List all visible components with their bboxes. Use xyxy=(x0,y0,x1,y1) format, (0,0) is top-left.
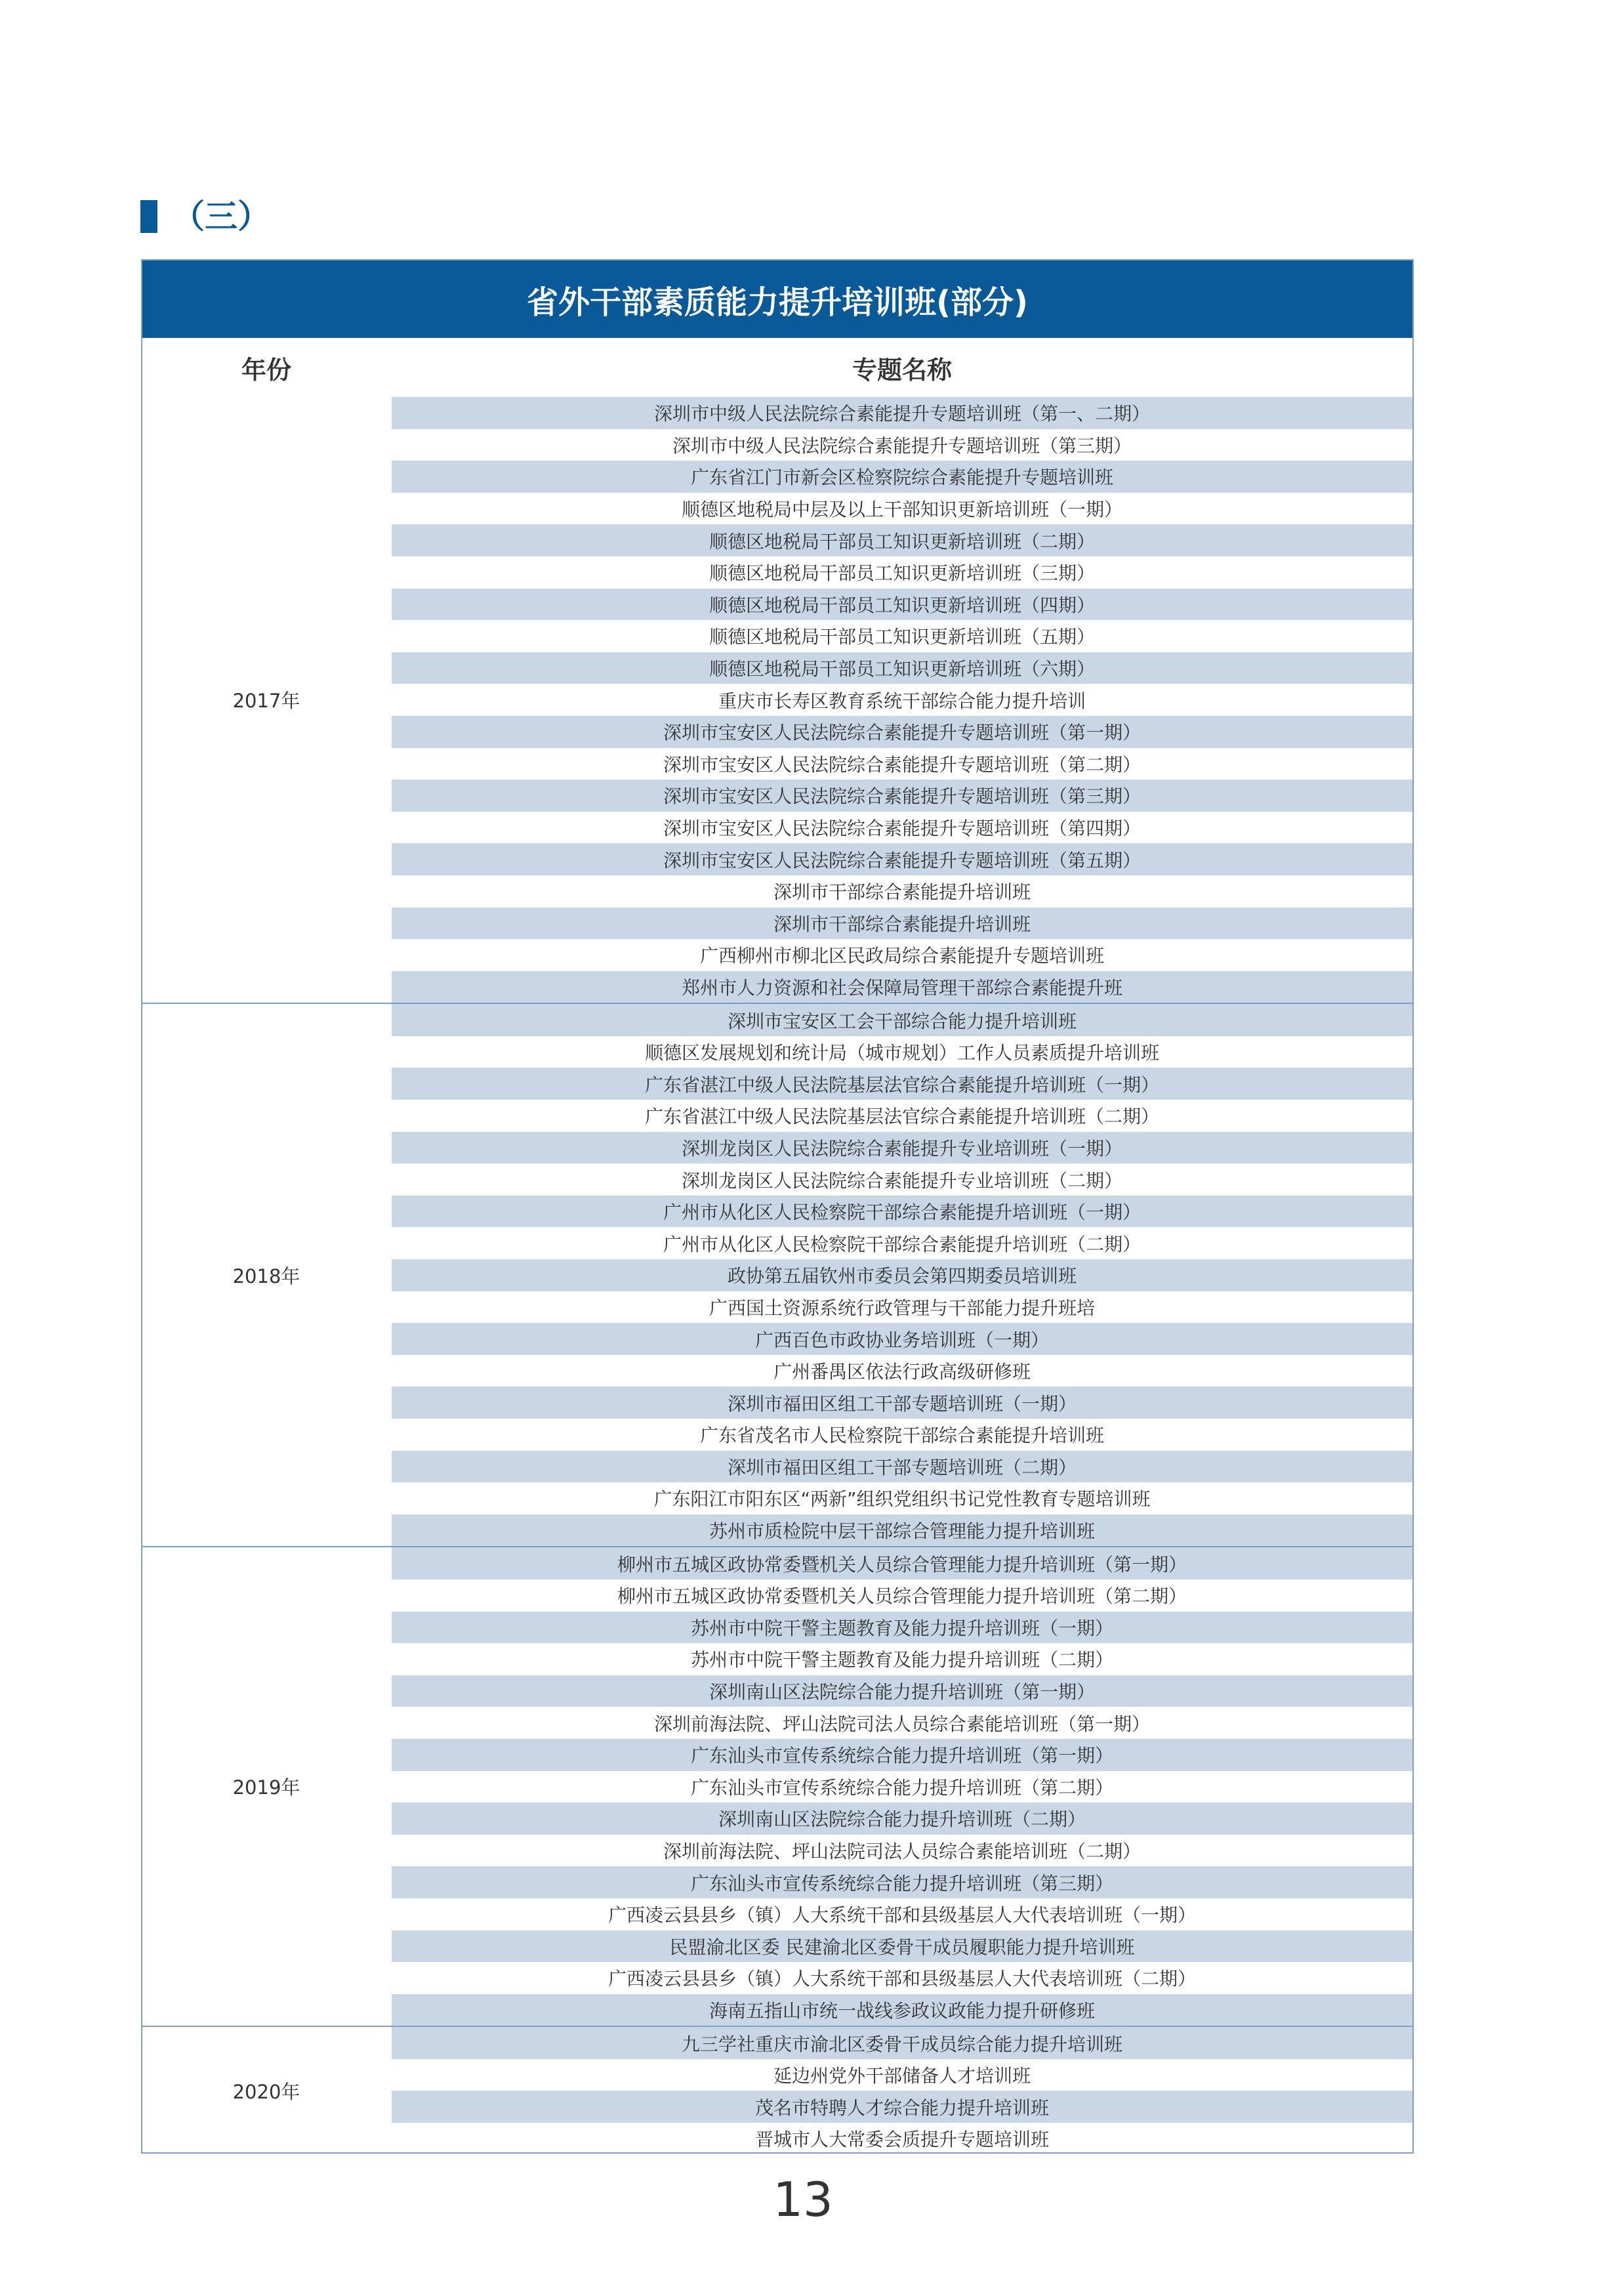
table-row: 深圳龙岗区人民法院综合素能提升专业培训班（二期） xyxy=(681,1169,1122,1192)
table-row: 海南五指山市统一战线参政议政能力提升研修班 xyxy=(392,1994,1412,2026)
table-row: 深圳市宝安区人民法院综合素能提升专题培训班（第一期） xyxy=(392,716,1412,748)
table-row: 民盟渝北区委 民建渝北区委骨干成员履职能力提升培训班 xyxy=(392,1931,1412,1963)
table-row: 深圳市宝安区人民法院综合素能提升专题培训班（第五期） xyxy=(392,843,1412,875)
year-group xyxy=(142,397,1412,1004)
table-row: 广西柳州市柳北区民政局综合素能提升专题培训班 xyxy=(699,945,1104,967)
year-group xyxy=(142,1547,1412,2027)
year-cell: 2019年 xyxy=(232,1776,300,1799)
topic-list xyxy=(392,1547,1412,2026)
table-row: 深圳市宝安区人民法院综合素能提升专题培训班（第三期） xyxy=(392,780,1412,812)
table-row: 深圳南山区法院综合能力提升培训班（二期） xyxy=(392,1803,1412,1835)
table-row: 广东省江门市新会区检察院综合素能提升专题培训班 xyxy=(392,461,1412,493)
table-row: 广西凌云县县乡（镇）人大系统干部和县级基层人大代表培训班（二期） xyxy=(607,1968,1196,1990)
table-row: 广西凌云县县乡（镇）人大系统干部和县级基层人大代表培训班（一期） xyxy=(607,1904,1196,1927)
table-row: 柳州市五城区政协常委暨机关人员综合管理能力提升培训班（第一期） xyxy=(392,1547,1412,1579)
year-group xyxy=(142,1004,1412,1547)
table-row: 深圳前海法院、坪山法院司法人员综合素能培训班（第一期） xyxy=(653,1713,1150,1735)
table-row: 深圳市干部综合素能提升培训班 xyxy=(773,881,1031,904)
table-row: 广东汕头市宣传系统综合能力提升培训班（第二期） xyxy=(690,1776,1113,1799)
table-row: 广州市从化区人民检察院干部综合素能提升培训班（一期） xyxy=(392,1196,1412,1228)
table-row: 顺德区地税局中层及以上干部知识更新培训班（一期） xyxy=(681,499,1122,521)
section-heading-text: （三） xyxy=(172,198,270,236)
table-row: 广东汕头市宣传系统综合能力提升培训班（第三期） xyxy=(392,1866,1412,1898)
table-row: 深圳市宝安区人民法院综合素能提升专题培训班（第二期） xyxy=(663,753,1141,776)
table-row: 重庆市长寿区教育系统干部综合能力提升培训 xyxy=(718,690,1086,712)
table-row: 顺德区地税局干部员工知识更新培训班（三期） xyxy=(709,562,1095,585)
table-row: 深圳前海法院、坪山法院司法人员综合素能培训班（二期） xyxy=(663,1841,1141,1863)
table-row: 深圳市中级人民法院综合素能提升专题培训班（第一、二期） xyxy=(392,397,1412,429)
table-body xyxy=(142,397,1412,2155)
table-row: 九三学社重庆市渝北区委骨干成员综合能力提升培训班 xyxy=(392,2027,1412,2059)
table-row: 顺德区地税局干部员工知识更新培训班（四期） xyxy=(392,589,1412,621)
topic-list xyxy=(392,397,1412,1003)
table-row: 苏州市质检院中层干部综合管理能力提升培训班 xyxy=(392,1514,1412,1547)
table-row: 广西百色市政协业务培训班（一期） xyxy=(392,1323,1412,1355)
page-number: 13 xyxy=(773,2172,833,2227)
table-row: 茂名市特聘人才综合能力提升培训班 xyxy=(392,2091,1412,2123)
training-table xyxy=(141,259,1414,2154)
year-group xyxy=(142,2027,1412,2154)
topic-list xyxy=(392,2027,1412,2154)
table-row: 广东省湛江中级人民法院基层法官综合素能提升培训班（一期） xyxy=(392,1068,1412,1100)
table-row: 深圳市宝安区人民法院综合素能提升专题培训班（第四期） xyxy=(663,818,1141,840)
table-row: 政协第五届钦州市委员会第四期委员培训班 xyxy=(392,1259,1412,1291)
table-row: 顺德区发展规划和统计局（城市规划）工作人员素质提升培训班 xyxy=(644,1042,1159,1064)
table-row: 延边州党外干部储备人才培训班 xyxy=(773,2065,1031,2087)
table-row: 广东汕头市宣传系统综合能力提升培训班（第一期） xyxy=(392,1739,1412,1771)
table-row: 深圳市福田区组工干部专题培训班（一期） xyxy=(392,1387,1412,1419)
year-cell: 2018年 xyxy=(232,1264,300,1287)
year-cell: 2020年 xyxy=(232,2080,300,2103)
table-row: 广州市从化区人民检察院干部综合素能提升培训班（二期） xyxy=(663,1233,1141,1255)
table-row: 广东阳江市阳东区“两新”组织党组织书记党性教育专题培训班 xyxy=(653,1488,1151,1511)
table-row: 郑州市人力资源和社会保障局管理干部综合素能提升班 xyxy=(392,971,1412,1003)
table-row: 晋城市人大常委会质提升专题培训班 xyxy=(754,2129,1049,2151)
table-row: 深圳龙岗区人民法院综合素能提升专业培训班（一期） xyxy=(392,1132,1412,1164)
table-row: 广东省湛江中级人民法院基层法官综合素能提升培训班（二期） xyxy=(644,1106,1159,1128)
table-row: 顺德区地税局干部员工知识更新培训班（五期） xyxy=(709,626,1095,648)
table-row: 广东省茂名市人民检察院干部综合素能提升培训班 xyxy=(699,1425,1104,1447)
table-row: 深圳市宝安区工会干部综合能力提升培训班 xyxy=(392,1004,1412,1036)
topic-list xyxy=(392,1004,1412,1546)
table-row: 深圳市干部综合素能提升培训班 xyxy=(392,908,1412,940)
table-row: 广西国土资源系统行政管理与干部能力提升班培 xyxy=(709,1297,1095,1319)
section-marker-bar xyxy=(140,200,157,233)
table-row: 顺德区地税局干部员工知识更新培训班（六期） xyxy=(392,652,1412,684)
column-header-topic: 专题名称 xyxy=(852,355,952,385)
table-row: 苏州市中院干警主题教育及能力提升培训班（二期） xyxy=(690,1649,1113,1671)
section-heading xyxy=(140,197,270,236)
table-row: 深圳南山区法院综合能力提升培训班（第一期） xyxy=(392,1675,1412,1707)
table-row: 苏州市中院干警主题教育及能力提升培训班（一期） xyxy=(392,1612,1412,1644)
table-row: 顺德区地税局干部员工知识更新培训班（二期） xyxy=(392,524,1412,556)
table-row: 柳州市五城区政协常委暨机关人员综合管理能力提升培训班（第二期） xyxy=(617,1585,1187,1608)
table-title: 省外干部素质能力提升培训班(部分) xyxy=(142,261,1412,338)
table-row: 广州番禺区依法行政高级研修班 xyxy=(773,1361,1031,1383)
table-row: 深圳市福田区组工干部专题培训班（二期） xyxy=(392,1451,1412,1483)
column-header-year: 年份 xyxy=(241,355,291,385)
year-cell: 2017年 xyxy=(232,690,300,713)
table-row: 深圳市中级人民法院综合素能提升专题培训班（第三期） xyxy=(672,434,1132,457)
